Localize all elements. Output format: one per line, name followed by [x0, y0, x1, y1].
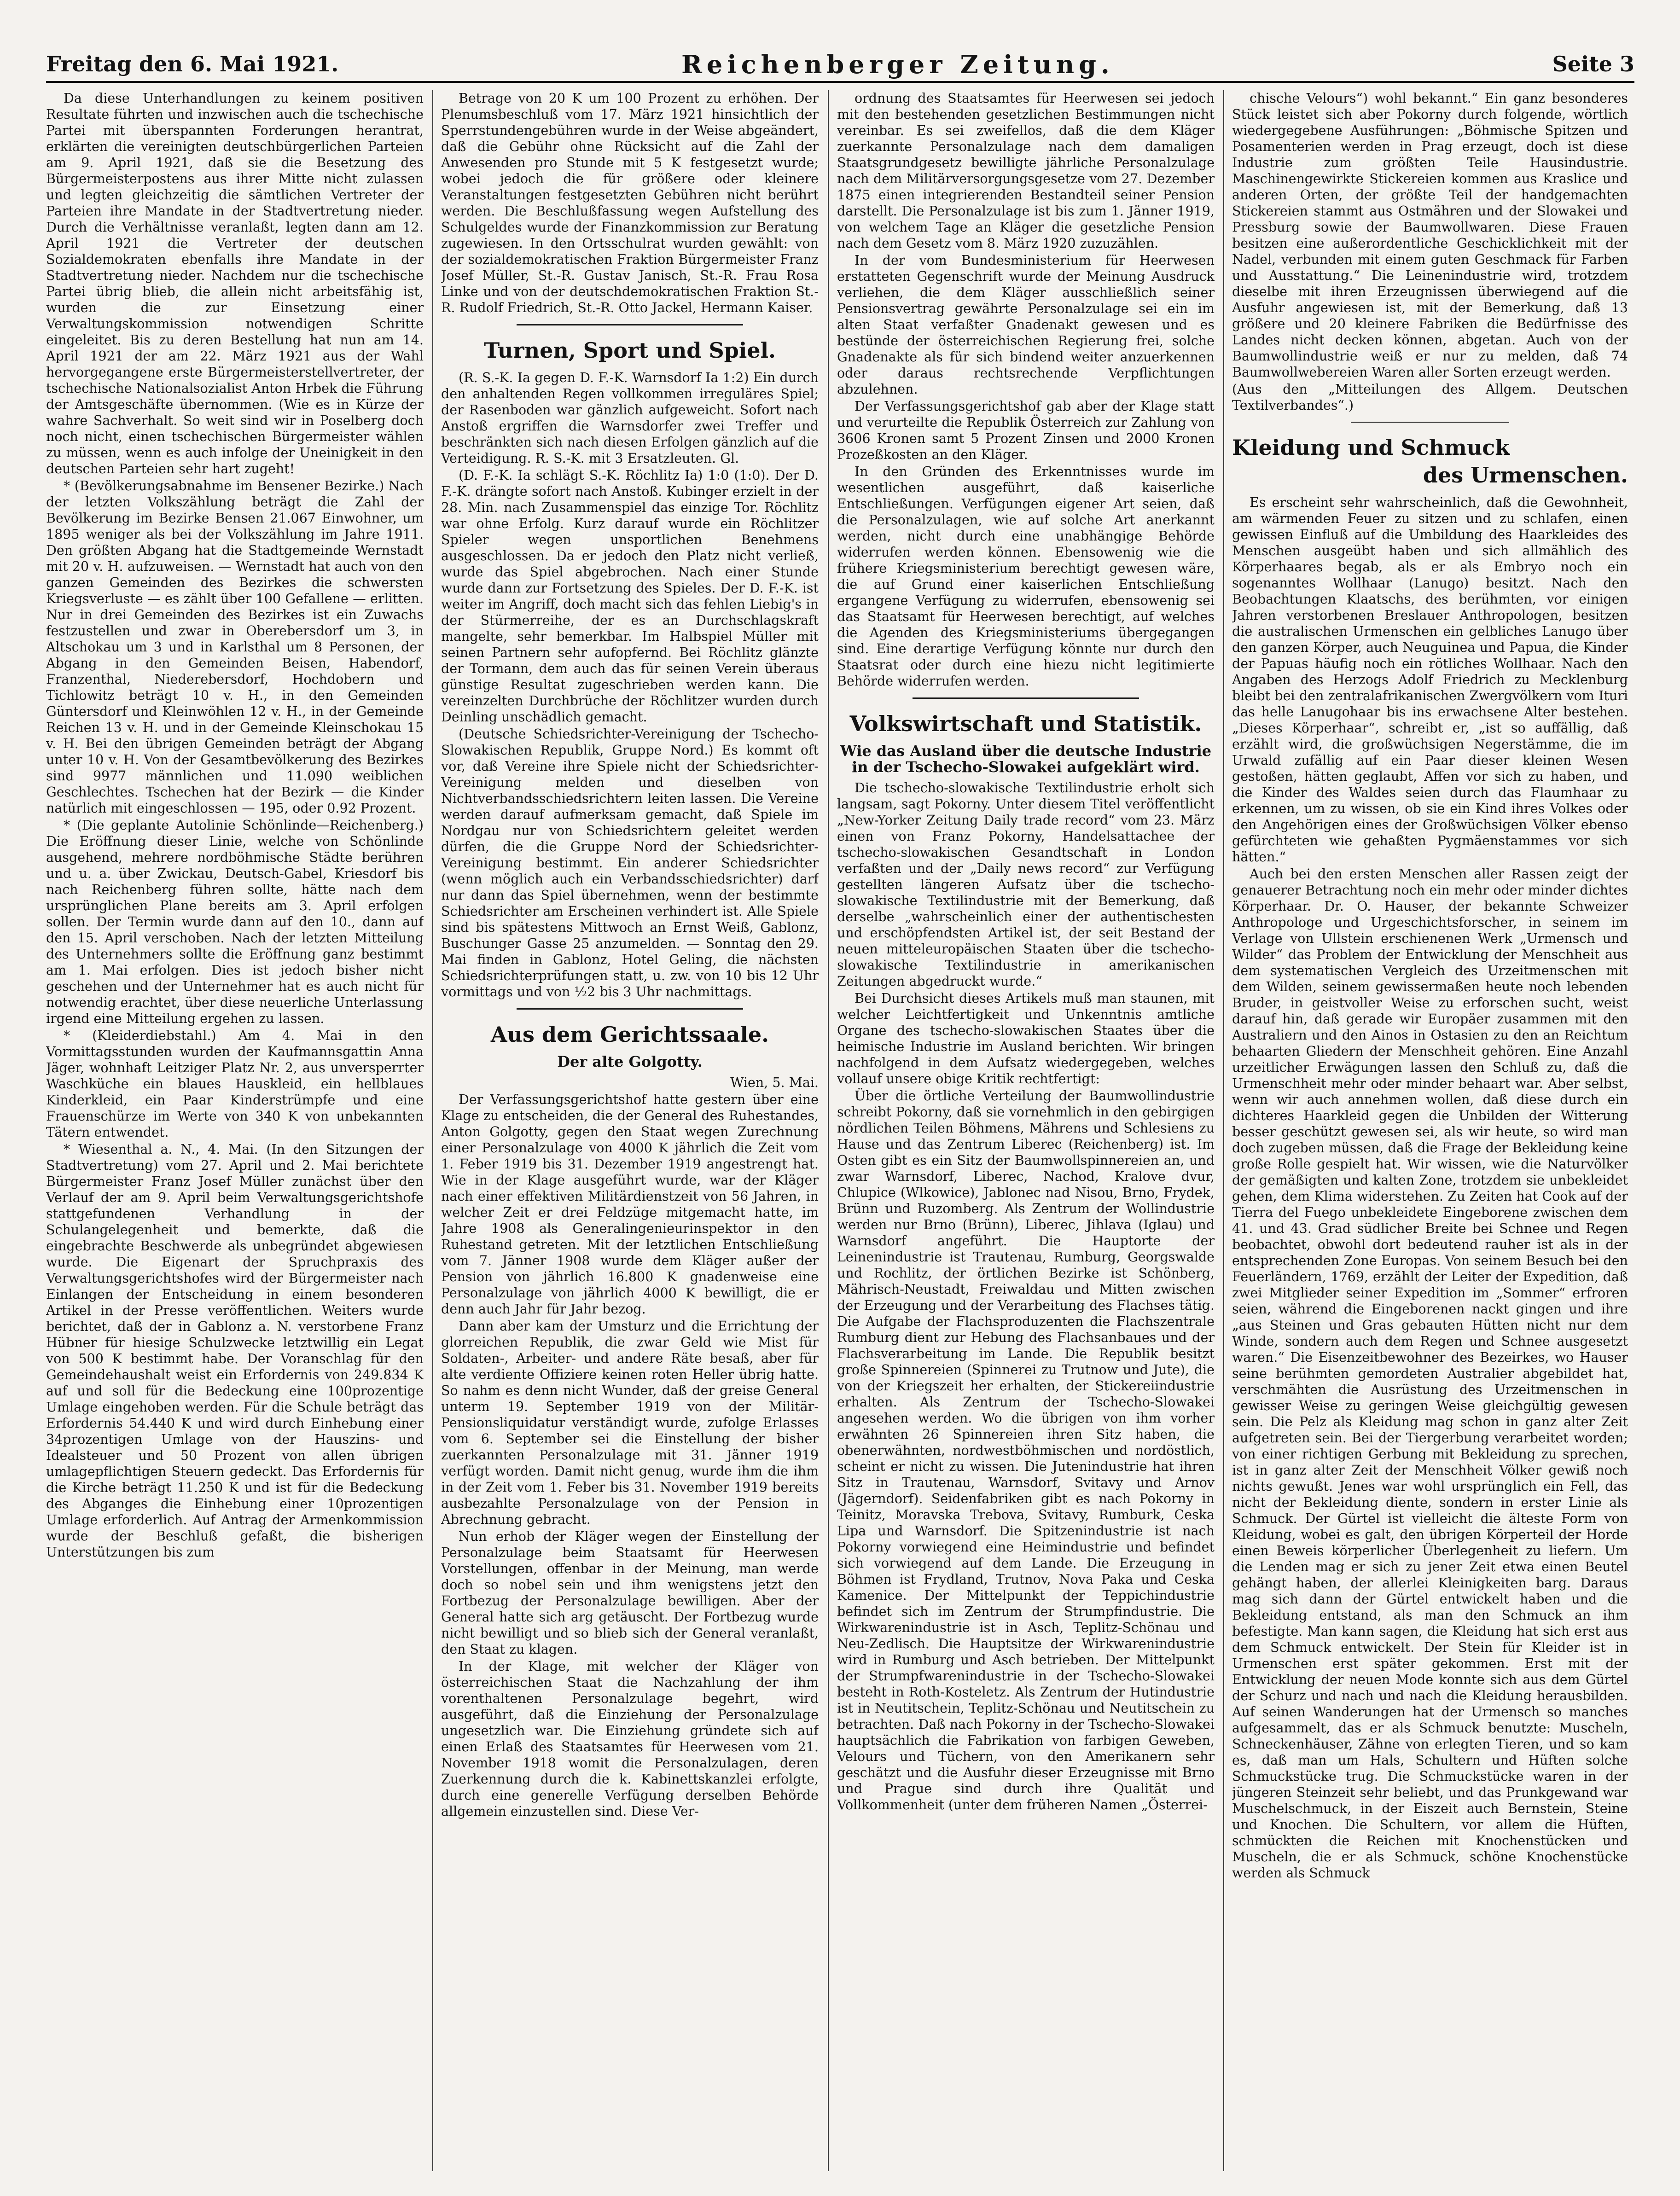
sport-item: (Deutsche Schiedsrichter-Vereinigung der Tschecho-Slowakischen Republik, Gruppe Nord.) Es kommt oft vor, daß Vereine ihre Spiele nicht der Schiedsrichter-Vereinigung melden und dieselben von Nichtverbandsschiedsrichtern leiten lassen. Die Vereine werden darauf aufmerksam gemacht, daß Spiele im Nordgau nur von Schiedsrichtern geleitet werden dürfen, die die Gruppe Nord der Schiedsrichter-Vereinigung bestimmt. Ein anderer Schiedsrichter (wenn möglich auch ein Verbandsschiedsrichter) darf nur dann das Spiel übernehmen, wenn der bestimmte Schiedsrichter am Erscheinen verhindert ist. Alle Spiele sind bis spätestens Mittwoch an Ernst Weiß, Gablonz, Buschunger Gasse 25 anzumelden. — Sonntag den 29. Mai finden in Gablonz, Hotel Geling, die nächsten Schiedsrichterprüfungen statt, u. zw. von 10 bis 12 Uhr vormittags und von ½2 bis 3 Uhr nachmittags.: [441, 726, 819, 999]
column-1: [46, 90, 424, 2171]
court-paragraph: Nun erhob der Kläger wegen der Einstellung der Personalzulage beim Staatsamt für Heerwesen Vorstellungen, offenbar in der Meinung, man werde doch so nobel sein und ihm wenigstens jetzt den Fortbezug der Personalzulage bewilligen. Aber der General hatte sich arg getäuscht. Der Fortbezug wurde nicht bewilligt und so blieb sich der General veranlaßt, den Staat zu klagen.: [441, 1529, 819, 1657]
dateline: Wien, 5. Mai.: [730, 1075, 819, 1090]
court-paragraph: In der vom Bundesministerium für Heerwesen erstatteten Gegenschrift wurde der Meinung Ausdruck verliehen, die dem Kläger ausschließlich seiner Pensionsvertrag gewährte Personalzulage sei ein im alten Staat verfaßter Gnadenakt gewesen und es bestünde der österreichischen Regierung frei, solche Gnadenakte als für sich bindend weiter anzuerkennen oder daraus rechtsrechende Verpflichtungen abzulehnen.: [837, 253, 1215, 397]
economy-paragraph: chische Velours“) wohl bekannt.“ Ein ganz besonderes Stück leistet sich aber Pokorny durch folgende, wörtlich wiedergegebene Ausführungen: „Böhmische Spitzen und Posamenterien werden in Prag erzeugt, doch ist diese Industrie zum größten Teile Hausindustrie. Maschinengewirkte Stickereien kommen aus Kraslice und anderen Orten, der größte Teil der handgemachten Stickereien stammt aus Ostmähren und der Slowakei und Pressburg sowie der Baumwollwaren. Diese Frauen besitzen eine außerordentliche Geschicklichkeit mit der Nadel, verbunden mit einem guten Geschmack für Farben und Ausstattung.“ Die Leinenindustrie wird, trotzdem dieselbe mit ihren Erzeugnissen überwiegend auf die Ausfuhr angewiesen ist, mit der Bemerkung, daß 13 größere und 20 kleinere Fabriken die Bedürfnisse des Landes nicht decken können, abgetan. Auch von der Baumwollindustrie weiß er nur zu melden, daß 74 Baumwollwebereien Waren aller Sorten erzeugt werden.: [1232, 91, 1628, 380]
economy-paragraph: Die tschecho-slowakische Textilindustrie erholt sich langsam, sagt Pokorny. Unter diesem Titel veröffentlicht „New-Yorker Zeitung Daily trade record“ vom 23. März einen von Franz Pokorny, Handelsattachee der tschecho-slowakischen Gesandtschaft in London verfaßten und der „Daily news record“ zur Verfügung gestellten längeren Aufsatz über die tschecho-slowakische Textilindustrie mit der Bemerkung, daß derselbe „wahrscheinlich einer der authentischesten und erschöpfendsten Artikel ist, der seit Bestand der neuen mitteleuropäischen Staaten über die tschecho-slowakische Textilindustrie in amerikanischen Zeitungen abgedruckt wurde.“: [837, 780, 1215, 989]
section-separator: [913, 697, 1139, 699]
economy-paragraph: Bei Durchsicht dieses Artikels muß man staunen, mit welcher Leichtfertigkeit und Unkenntnis amtliche Organe des tschecho-slowakischen Staates über die heimische Industrie im Ausland berichten. Wir bringen nachfolgend in dem Aufsatz wiedergegeben, welches vollauf unsere obige Kritik rechtfertigt:: [837, 991, 1215, 1086]
article-paragraph: Betrage von 20 K um 100 Prozent zu erhöhen. Der Plenumsbeschluß vom 17. März 1921 hinsichtlich der Sperrstundengebühren wurde in der Weise abgeändert, daß die Gebühr ohne Rücksicht auf die Zahl der Anwesenden pro Stunde mit 5 K festgesetzt wurde; wobei jedoch die für größere oder kleinere Veranstaltungen festgesetzten Gebühren nicht berührt werden. Die Beschlußfassung wegen Aufstellung des Schulgeldes wurde der Finanzkommission zur Beratung zugewiesen. In den Ortsschulrat wurden gewählt: von der sozialdemokratischen Fraktion Bürgermeister Franz Josef Müller, St.-R. Gustav Janisch, St.-R. Frau Rosa Linke und von der deutschdemokratischen Fraktion St.-R. Rudolf Friedrich, St.-R. Otto Jackel, Hermann Kaiser.: [441, 91, 819, 315]
article-subheading: Wie das Ausland über die deutsche Industrie in der Tschecho-Slowakei aufgeklärt wird.: [840, 742, 1212, 776]
court-paragraph: Der Verfassungsgerichtshof gab aber der Klage statt und verurteilte die Republik Österreich zur Zahlung von 3606 Kronen samt 5 Prozent Zinsen und 2000 Kronen Prozeßkosten an den Kläger.: [837, 399, 1215, 462]
court-paragraph: Dann aber kam der Umsturz und die Errichtung der glorreichen Republik, die zwar Geld wie Mist für Soldaten-, Arbeiter- und andere Räte besaß, aber für alte verdiente Offiziere keinen roten Heller übrig hatte. So nahm es denn nicht Wunder, daß der greise General unterm 19. September 1919 von der Militär-Pensionsliquidatur verständigt wurde, zufolge Erlasses vom 6. September sei die Einstellung der bisher zuerkannten Personalzulage mit 31. Jänner 1919 verfügt worden. Damit nicht genug, wurde ihm die ihm in der Zeit vom 1. Feber bis 31. November 1919 bereits ausbezahlte Personalzulage von der Pension in Abrechnung gebracht.: [441, 1319, 819, 1527]
court-paragraph: In der Klage, mit welcher der Kläger von österreichischen Staat die Nachzahlung der ihm vorenthaltenen Personalzulage begehrt, wird ausgeführt, daß die Einziehung der Personalzulage ungesetzlich war. Die Einziehung gründete sich auf einen Erlaß des Staatsamtes für Heerwesen vom 21. November 1918 womit die Personalzulagen, deren Zuerkennung durch die k. Kabinettskanzlei erfolgte, durch eine generelle Verfügung derselben Behörde allgemein einzustellen sind. Diese Ver-: [441, 1659, 819, 1819]
article-paragraph: Da diese Unterhandlungen zu keinem positiven Resultate führten und inzwischen auch die tschechische Partei mit überspannten Forderungen herantrat, erklärten die vereinigten deutschbürgerlichen Parteien am 9. April 1921, daß sie die Besetzung des Bürgermeisterpostens aus ihrer Mitte nicht zulassen und legten gleichzeitig die sämtlichen Vertreter der Parteien ihre Mandate in der Stadtvertretung nieder. Durch die Verhältnisse veranlaßt, legten dann am 12. April 1921 die Vertreter der deutschen Sozialdemokraten ebenfalls ihre Mandate in der Stadtvertretung nieder. Nachdem nur die tschechische Partei übrig blieb, die allein nicht arbeitsfähig ist, wurden die zur Einsetzung einer Verwaltungskommission notwendigen Schritte eingeleitet. Bis zu deren Bestellung hat nun am 14. April 1921 der am 22. März 1921 aus der Wahl hervorgegangene erste Bürgermeisterstellvertreter, der tschechische Nationalsozialist Anton Hrbek die Führung der Amtsgeschäfte übernommen. (Wie es in Kürze der wahre Sachverhalt. So weit sind wir in Poselberg doch noch nicht, einen tschechischen Bürgermeister wählen zu müssen, wenn es auch infolge der Uneinigkeit in den deutschen Parteien sehr hart zugeht!: [46, 91, 424, 476]
local-news-wiesenthal: * Wiesenthal a. N., 4. Mai. (In den Sitzungen der Stadtvertretung) vom 27. April und 2. Mai berichtete Bürgermeister Franz Josef Müller zunächst über den Verlauf der am 9. April beim Verwaltungsgerichtshofe stattgefundenen Verhandlung in der Schulangelegenheit und bemerkte, daß die eingebrachte Beschwerde als unbegründet abgewiesen wurde. Die Eigenart der Spruchpraxis des Verwaltungsgerichtshofes wird der Bürgermeister nach Einlangen der Entscheidung in einem besonderen Artikel in der Presse veröffentlichen. Weiters wurde berichtet, daß der in Gablonz a. N. verstorbene Franz Hübner für hiesige Schulzwecke letztwillig ein Legat von 500 K bestimmt habe. Der Voranschlag für den Gemeindehaushalt weist ein Erfordernis von 249.834 K auf und soll für die Bedeckung eine 100prozentige Umlage eingehoben werden. Für die Schule beträgt das Erfordernis 54.440 K und wird durch Einhebung einer 34prozentigen Umlage von der Hauszins- und Idealsteuer und 50 Prozent von allen übrigen umlagepflichtigen Steuern gedeckt. Das Erfordernis für die Kirche beträgt 11.250 K und ist für die Bedeckung des Abganges die Einhebung einer 10prozentigen Umlage erforderlich. Auf Antrag der Armenkommission wurde der Beschluß gefaßt, die bisherigen Unterstützungen bis zum: [46, 1142, 424, 1560]
article-subheading: Der alte Golgotty.: [557, 1053, 703, 1070]
column-divider: [828, 90, 829, 2171]
section-separator: [517, 324, 743, 325]
section-separator: [1351, 422, 1509, 423]
local-news-kleiderdiebstahl: * (Kleiderdiebstahl.) Am 4. Mai in den Vormittagsstunden wurden der Kaufmannsgattin Anna Jäger, wohnhaft Leitziger Platz Nr. 2, aus unversperrter Waschküche ein blaues Hauskleid, ein hellblaues Kinderkleid, ein Paar Kinderstrümpfe und eine Frauenschürze im Werte von 340 K von unbekannten Tätern entwendet.: [46, 1028, 424, 1140]
section-heading-sport: Turnen, Sport und Spiel.: [483, 338, 776, 363]
local-news-autolinie: * (Die geplante Autolinie Schönlinde—Reichenberg.) Die Eröffnung dieser Linie, welche von Schönlinde ausgehend, mehrere nordböhmische Städte berühren und u. a. über Zwickau, Deutsch-Gabel, Kriesdorf bis nach Reichenberg führen sollte, hätte nach dem ursprünglichen Plane bereits am 3. April erfolgen sollen. Der Termin wurde dann auf den 10., dann auf den 15. April verschoben. Nach der letzten Mitteilung des Unternehmers sollte die Eröffnung ganz bestimmt am 1. Mai erfolgen. Dies ist jedoch bisher nicht geschehen und der Unternehmer hat es auch nicht für notwendig erachtet, über diese neuerliche Unterlassung irgend eine Mitteilung ergehen zu lassen.: [46, 818, 424, 1026]
section-heading-court: Aus dem Gerichtssaale.: [490, 1022, 769, 1047]
sport-item: (R. S.-K. Ia gegen D. F.-K. Warnsdorf Ia 1:2) Ein durch den anhaltenden Regen vollkommen irreguläres Spiel; der Rasenboden war gänzlich aufgeweicht. Sofort nach Anstoß ergriffen die Warnsdorfer zwei Treffer und beschränkten sich nach diesen Erfolgen gänzlich auf die Verteidigung. R. S.-K. mit 3 Ersatzleuten. Gl.: [441, 370, 819, 466]
section-heading-economy: Volkswirtschaft und Statistik.: [849, 711, 1202, 736]
section-separator: [517, 1008, 743, 1010]
column-3: [837, 90, 1215, 2171]
local-news-bensen: * (Bevölkerungsabnahme im Bensener Bezirke.) Nach der letzten Volkszählung beträgt die Zahl der Bevölkerung im Bezirke Bensen 21.067 Einwohner, um 1895 weniger als bei der Volkszählung im Jahre 1911. Den größten Abgang hat die Stadtgemeinde Wernstadt mit 20 v. H. aufzuweisen. — Wernstadt hat auch von den ganzen Gemeinden des Bezirkes die schwersten Kriegsverluste — es zählt über 100 Gefallene — erlitten. Nur in drei Gemeinden des Bezirkes ist ein Zuwachs festzustellen und zwar in Oberebersdorf um 3, in Altschokau um 3 und in Karlsthal um 8 Personen, der Abgang in den Gemeinden Beisen, Habendorf, Franzenthal, Niederebersdorf, Hochdobern und Tichlowitz beträgt 10 v. H., in den Gemeinden Güntersdorf und Kleinwöhlen 12 v. H., in der Gemeinde Reichen 13 v. H. und in der Gemeinde Kleinschokau 15 v. H. Bei den übrigen Gemeinden beträgt der Abgang unter 10 v. H. Von der Gesamtbevölkerung des Bezirkes sind 9977 männlichen und 11.090 weiblichen Geschlechtes. Tschechen hat der Bezirk — die Kinder natürlich mit eingeschlossen — 195, oder 0.92 Prozent.: [46, 478, 424, 816]
court-paragraph: In den Gründen des Erkenntnisses wurde im wesentlichen ausgeführt, daß kaiserliche Entschließungen. Verfügungen eigener Art seien, daß die Personalzulagen, wie auf solche Art anerkannt werden, nicht durch eine unabhängige Behörde widerrufen werden können. Ebensowenig wie die frühere Kriegsministerium berechtigt gewesen wäre, die auf Grund einer kaiserlichen Entschließung ergangene Verfügung zu widerrufen, ebensowenig sei das Staatsamt für Heerwesen berechtigt, auf welches die Agenden des Kriegsministeriums übergegangen sind. Eine derartige Verfügung könnte nur durch den Staatsrat oder durch eine hiezu nicht legitimierte Behörde widerrufen werden.: [837, 464, 1215, 689]
article-source: (Aus den „Mitteilungen des Allgem. Deutschen Textilverbandes“.): [1232, 382, 1628, 413]
page-number: Seite 3: [1552, 52, 1634, 76]
issue-date: Freitag den 6. Mai 1921.: [46, 52, 339, 76]
court-paragraph: ordnung des Staatsamtes für Heerwesen sei jedoch mit den bestehenden gesetzlichen Bestimmungen nicht vereinbar. Es sei zweifellos, daß die dem Kläger zuerkannte Personalzulage nach dem damaligen Staatsgrundgesetz bewilligte jährliche Personalzulage nach dem Militärversorgungsgesetze vom 27. Dezember 1875 einen integrierenden Bestandteil seiner Pension darstellt. Die Personalzulage ist bis zum 1. Jänner 1919, von welchem Tage an Kläger die gesetzliche Pension nach dem Gesetz vom 8. März 1920 zuzuzählen.: [837, 91, 1215, 251]
feature-heading-line-1: Kleidung und Schmuck: [1232, 435, 1510, 460]
feature-paragraph: Es erscheint sehr wahrscheinlich, daß die Gewohnheit, am wärmenden Feuer zu sitzen und zu schlafen, einen gewissen Einfluß auf die Umbildung des Haarkleides des Menschen ausgeübt haben und sich allmählich des Körperhaares begab, als er als Embryo noch ein sogenanntes Wollhaar (Lanugo) besitzt. Nach den Beobachtungen Klaatschs, des berühmten, vor einigen Jahren verstorbenen Breslauer Anthropologen, besitzen die australischen Urmenschen ein gelbliches Lanugo über den ganzen Körper, auch Neuguinea und Papua, die Kinder der Papuas häufig noch ein rötliches Wollhaar. Nach den Angaben des Herzogs Adolf Friedrich zu Mecklenburg bleibt bei den zentralafrikanischen Zwergvölkern vom Ituri das helle Lanugohaar bis ins erwachsene Alter bestehen. „Dieses Körperhaar“, schreibt er, „ist so auffällig, daß erzählt wird, die großwüchsigen Negerstämme, die im Urwald zufällig auf ein Paar dieser kleinen Wesen gestoßen, hätten geglaubt, Affen vor sich zu haben, und die Kinder des Waldes seien durch das Flaumhaar zu erkennen, um zu wissen, ob sie ein Kind ihres Volkes oder den Angehörigen eines der Großwüchsigen Völker ebenso gefürchteten wie gehaßten Pygmäenstammes vor sich hätten.“: [1232, 495, 1628, 865]
newspaper-title: Reichenberger Zeitung.: [681, 50, 1114, 79]
sport-item: (D. F.-K. Ia schlägt S.-K. Röchlitz Ia) 1:0 (1:0). Der D. F.-K. drängte sofort nach Anstoß. Kubinger erzielt in der 28. Min. nach Zusammenspiel das einzige Tor. Röchlitz war ohne Erfolg. Kurz darauf wurde ein Röchlitzer Spieler wegen unsportlichen Benehmens ausgeschlossen. Da er jedoch den Platz nicht verließ, wurde das Spiel abgebrochen. Nach einer Stunde wurde dann zur Fortsetzung des Spieles. Der D. F.-K. ist weiter im Angriff, doch macht sich das fehlen Liebig's in der Stürmerreihe, der es an Durchschlagskraft mangelte, sehr bemerkbar. Im Halbspiel Müller mit seinen Partnern sehr aufopfernd. Bei Röchlitz glänzte der Tormann, dem auch das für seinen Verein überaus günstige Resultat zugeschrieben werden kann. Die vereinzelten Durchbrüche der Röchlitzer wurden durch Deinling unschädlich gemacht.: [441, 468, 819, 725]
court-paragraph: Der Verfassungsgerichtshof hatte gestern über eine Klage zu entscheiden, die der General des Ruhestandes, Anton Golgotty, gegen den Staat wegen Zurechnung einer Personalzulage von 4000 K jährlich die Zeit vom 1. Feber 1919 bis 31. Dezember 1919 angestrengt hat. Wie in der Klage ausgeführt wurde, war der Kläger nach einer effektiven Militärdienstzeit von 56 Jahren, in welcher Zeit er drei Feldzüge mitgemacht hatte, im Jahre 1908 als Generalingenieurinspektor in den Ruhestand getreten. Mit der letztlichen Entschließung vom 7. Jänner 1908 wurde dem Kläger außer der Pension von jährlich 16.800 K gnadenweise eine Personalzulage von jährlich 4000 K bewilligt, die er denn auch Jahr für Jahr bezog.: [441, 1092, 819, 1317]
economy-paragraph: Über die örtliche Verteilung der Baumwollindustrie schreibt Pokorny, daß sie vornehmlich in den gebirgigen nördlichen Teilen Böhmens, Mährens und Schlesiens zu Hause und das Zentrum Liberec (Reichenberg) ist. Im Osten gibt es ein Sitz der Baumwollspinnereien an, und zwar Warnsdorf, Liberec, Nachod, Kralove dvur, Chlupice (Wlkowice), Jablonec nad Nisou, Brno, Frydek, Brünn und Ruzomberg. Als Zentrum der Wollindustrie werden nur Brno (Brünn), Liberec, Jihlava (Iglau) und Warnsdorf angeführt. Die Hauptorte der Leinenindustrie ist Trautenau, Rumburg, Georgswalde und Rochlitz, der örtlichen Bezirke ist Schönberg, Mährisch-Neustadt, Freiwaldau und Mitten zwischen der Erzeugung und der Verarbeitung des Flachses tätig. Die Aufgabe der Flachsproduzenten die Flachszentrale Rumburg dient zur Hebung des Flachsanbaues und der Flachsverarbeitung im Lande. Die Republik besitzt große Spinnereien (Spinnerei zu Trutnow und Jute), die von der Kriegszeit her erhalten, der Stickereiindustrie erhalten. Als Zentrum der Tschecho-Slowakei angesehen werden. Wo die übrigen von ihm vorher erwähnten 26 Spinnereien ihren Sitz haben, die obenerwähnten, nordwestböhmischen und nordöstlich, scheint er nicht zu wissen. Die Jutenindustrie hat ihren Sitz in Trautenau, Warnsdorf, Svitavy und Arnov (Jägerndorf). Seidenfabriken gibt es nach Pokorny in Teinitz, Moravska Trebova, Svitavy, Rumburk, Ceska Lipa und Warnsdorf. Die Spitzenindustrie ist nach Pokorny vorwiegend eine Heimindustrie und befindet sich vorwiegend auf dem Lande. Die Erzeugung in Böhmen ist Frydland, Trutnov, Nova Paka und Ceska Kamenice. Der Mittelpunkt der Teppichindustrie befindet sich im Zentrum der Strumpfindustrie. Die Wirkwarenindustrie ist in Asch, Teplitz-Schönau und Neu-Zedlisch. Die Hauptsitze der Wirkwarenindustrie wird in Rumburg und Asch betrieben. Der Mittelpunkt der Strumpfwarenindustrie in der Tschecho-Slowakei besteht in Roth-Kosteletz. Als Zentrum der Hutindustrie ist in Neutitschein, Teplitz-Schönau und Neutitschein zu betrachten. Daß nach Pokorny in der Tschecho-Slowakei hauptsächlich die Fabrikation von farbigen Geweben, Velours und Tüchern, von den Amerikanern sehr geschätzt und die Ausfuhr dieser Erzeugnisse mit Brno und Prague sind durch ihre Qualität und Vollkommenheit (unter dem früheren Namen „Österrei-: [837, 1088, 1215, 1813]
column-2: [441, 90, 819, 2171]
column-divider: [432, 90, 433, 2171]
header-rule: [46, 81, 1634, 83]
column-divider: [1223, 90, 1224, 2171]
feature-heading-line-2: des Urmenschen.: [1423, 463, 1628, 488]
column-4: [1232, 90, 1628, 2171]
feature-paragraph: Auch bei den ersten Menschen aller Rassen zeigt der genauerer Betrachtung noch ein mehr oder minder dichtes Körperhaar. Dr. O. Hauser, der bekannte Schweizer Anthropologe und Urgeschichtsforscher, in seinem im Verlage von Ullstein erschienenen Werk „Urmensch und Wilder“ das Problem der Entwicklung der Menschheit aus dem systematischen Vergleich des Urzeitmenschen mit dem Wilden, seinem gewissermaßen heute noch lebenden Bruder, in geistvoller Weise zu erforschen sucht, weist darauf hin, daß gerade wir Europäer zusammen mit den Australiern und den Ainos in Ostasien zu den an Reichtum behaarten Gliedern der Menschheit gehören. Eine Anzahl urzeitlicher Erwägungen lassen den Schluß zu, daß die Urmenschheit mehr oder minder behaart war. Aber selbst, wenn wir auch annehmen wollen, daß diese durch ein dichteres Haarkleid gegen die Unbilden der Witterung besser geschützt gewesen sei, als wir heute, so wird man doch zugeben müssen, daß die Frage der Bekleidung keine große Rolle gespielt hat. Wir wissen, wie die Naturvölker der gemäßigten und kalten Zone, trotzdem sie unbekleidet gehen, dem Klima widerstehen. Zu Zeiten hat Cook auf der Tierra del Fuego unbekleidete Eingeborene zwischen dem 41. und 43. Grad südlicher Breite bei Schnee und Regen beobachtet, obwohl dort bedeutend rauher ist als in der entsprechenden Zone Europas. Von seinem Besuch bei den Feuerländern, 1769, erzählt der Leiter der Expedition, daß zwei Mitglieder seiner Expedition im „Sommer“ erfroren seien, während die Eingeborenen nackt gingen und ihre „aus Steinen und Gras gebauten Hütten nicht nur dem Winde, sondern auch dem Regen und Schnee ausgesetzt waren.“ Die Eisenzeitbewohner des Bezeirkes, wo Hauser seine berühmten gemordeten Australier abgebildet hat, verschmähten die Ausrüstung des Urzeitmenschen in gewisser Weise zu geringen Weise gleichgültig gewesen sein. Die Pelz als Kleidung mag schon in ganz alter Zeit aufgetreten sein. Bei der Tiergerbung verarbeitet worden; von einer richtigen Gerbung mit Bekleidung zu sprechen, ist in ganz alter Zeit der Menschheit Völker gewiß noch nichts gewußt. Jenes war wohl ursprünglich ein Fell, das nicht der Bekleidung diente, sondern in erster Linie als Schmuck. Der Gürtel ist vielleicht die älteste Form von Kleidung, wobei es galt, den übrigen Körperteil der Horde einen Beweis körperlicher Überlegenheit zu liefern. Um die Lenden mag er sich zu jener Zeit etwa einen Beutel gehängt haben, der allerlei Kleinigkeiten barg. Daraus mag sich dann der Gürtel entwickelt haben und die Bekleidung entstand, als man den Schmuck an ihm befestigte. Man kann sagen, die Kleidung hat sich erst aus dem Schmuck entwickelt. Der Stein für Kleider ist in Urmenschen erst später gekommen. Erst mit der Entwicklung der neuen Mode konnte sich aus dem Gürtel der Schurz und nach und nach die Kleidung herausbilden. Auf seinen Wanderungen hat der Urmensch so manches aufgesammelt, das er als Schmuck benutzte: Muscheln, Schneckenhäuser, Zähne von erlegten Tieren, und so kam es, daß man um Hals, Schultern und Hüften solche Schmuckstücke trug. Die Schmuckstücke waren in der jüngeren Steinzeit sehr beliebt, und das Prunkgewand war Muschelschmuck, in der Eiszeit auch Bernstein, Steine und Knochen. Die Schultern, vor allem die Hüften, schmückten die Reichen mit Knochenstücken und Muscheln, die er als Schmuck, schöne Knochenstücke werden als Schmuck: [1232, 866, 1628, 1881]
page-header: [46, 50, 1634, 83]
